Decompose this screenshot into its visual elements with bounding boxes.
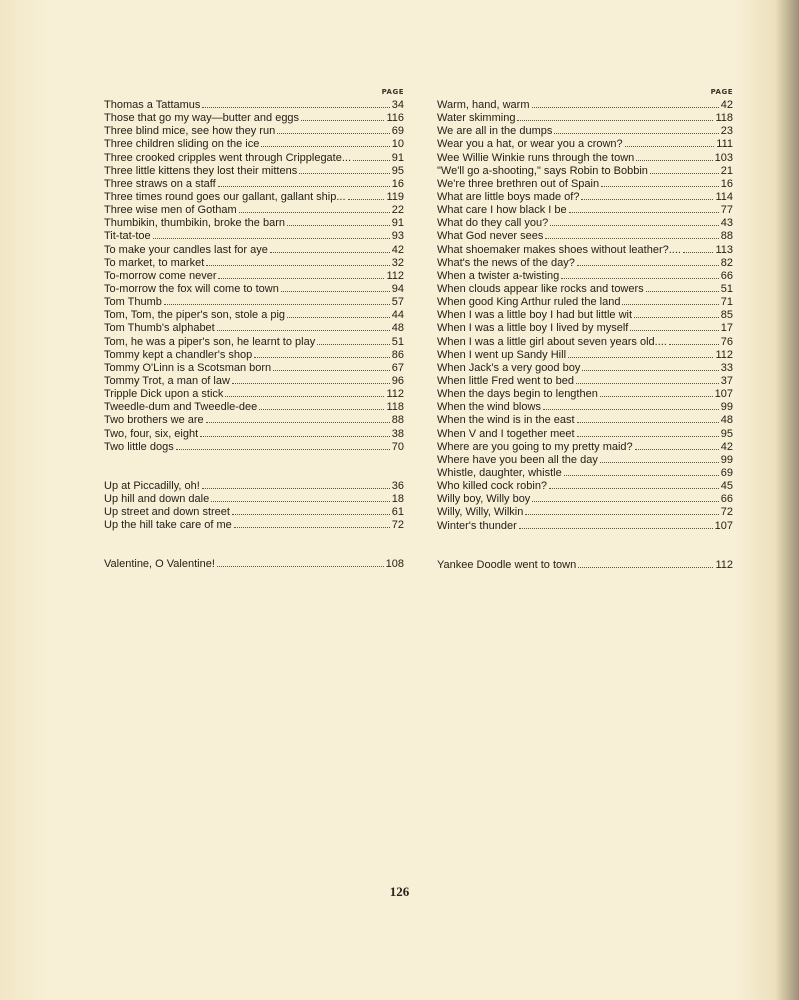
index-entry [437, 217, 733, 230]
index-group-v [104, 558, 404, 571]
entry-title: Valentine, O Valentine! [104, 558, 215, 571]
dot-leader [532, 107, 719, 108]
entry-page-number: 51 [391, 335, 404, 348]
dot-leader [581, 199, 713, 200]
entry-title: We are all in the dumps [437, 125, 553, 138]
entry-title: When I was a little boy I lived by myself [437, 322, 629, 335]
dot-leader [622, 304, 718, 305]
entry-page-number: 42 [391, 243, 404, 256]
index-entry [104, 349, 404, 362]
index-entry [437, 191, 733, 204]
entry-title: Tweedle-dum and Tweedle-dee [104, 401, 258, 414]
index-entry [437, 152, 733, 165]
index-entry [104, 191, 404, 204]
dot-leader [582, 370, 718, 371]
entry-page-number: 107 [714, 388, 733, 401]
index-entry [104, 558, 404, 571]
entry-page-number: 48 [720, 414, 733, 427]
index-entry [104, 388, 404, 401]
entry-title: When I was a little boy I had but little wit [437, 309, 633, 322]
dot-leader [211, 501, 390, 502]
entry-page-number: 76 [720, 335, 733, 348]
dot-leader [353, 160, 390, 161]
index-entry [437, 99, 733, 112]
entry-page-number: 36 [391, 479, 404, 492]
dot-leader [569, 212, 719, 213]
entry-title: When good King Arthur ruled the land [437, 296, 621, 309]
entry-page-number: 93 [391, 230, 404, 243]
entry-title: When the wind is in the east [437, 414, 575, 427]
entry-page-number: 112 [386, 269, 404, 282]
entry-page-number: 118 [715, 112, 733, 125]
index-entry [104, 152, 404, 165]
entry-title: Water skimming [437, 112, 516, 125]
index-entry [437, 125, 733, 138]
entry-title: Three blind mice, see how they run [104, 125, 276, 138]
entry-title: What care I how black I be [437, 204, 567, 217]
dot-leader [669, 344, 719, 345]
entry-title: Where are you going to my pretty maid? [437, 440, 633, 453]
dot-leader [646, 291, 719, 292]
entry-page-number: 38 [391, 427, 404, 440]
entry-page-number: 70 [391, 440, 404, 453]
dot-leader [636, 160, 712, 161]
entry-page-number: 21 [720, 164, 733, 177]
index-entry [437, 375, 733, 388]
entry-page-number: 22 [391, 204, 404, 217]
dot-leader [217, 566, 384, 567]
entry-page-number: 85 [720, 309, 733, 322]
entry-title: Willy boy, Willy boy [437, 493, 531, 506]
entry-page-number: 18 [391, 492, 404, 505]
dot-leader [232, 514, 390, 515]
entry-title: What's the news of the day? [437, 256, 575, 269]
entry-title: Tom Thumb's alphabet [104, 322, 215, 335]
index-entry [104, 428, 404, 441]
entry-title: Tom, he was a piper's son, he learnt to play [104, 335, 316, 348]
entry-page-number: 23 [720, 125, 733, 138]
dot-leader [202, 488, 390, 489]
entry-page-number: 118 [386, 401, 404, 414]
entry-page-number: 66 [720, 269, 733, 282]
dot-leader [600, 462, 719, 463]
entry-title: Three little kittens they lost their mittens [104, 164, 298, 177]
dot-leader [270, 252, 390, 253]
index-entry [104, 270, 404, 283]
entry-page-number: 45 [720, 480, 733, 493]
dot-leader [234, 527, 390, 528]
entry-page-number: 95 [391, 164, 404, 177]
index-entry [104, 414, 404, 427]
index-entry [437, 506, 733, 519]
entry-title: Up the hill take care of me [104, 519, 232, 532]
dot-leader [554, 133, 718, 134]
entry-page-number: 114 [715, 190, 733, 203]
dot-leader [625, 146, 715, 147]
entry-page-number: 112 [715, 348, 733, 361]
index-entry [104, 165, 404, 178]
index-entry [437, 480, 733, 493]
entry-title: What do they call you? [437, 217, 549, 230]
index-entry [437, 349, 733, 362]
index-group-t [104, 99, 404, 454]
dot-leader [287, 225, 390, 226]
index-entry [104, 309, 404, 322]
index-entry [437, 336, 733, 349]
group-spacer [104, 454, 404, 480]
entry-title: Tit-tat-toe [104, 230, 151, 243]
entry-title: Winter's thunder [437, 519, 517, 532]
index-entry [104, 125, 404, 138]
entry-page-number: 119 [386, 190, 404, 203]
entry-title: "We'll go a-shooting," says Robin to Bobbin [437, 164, 648, 177]
right-index-column [437, 88, 733, 572]
entry-title: To-morrow come never [104, 269, 217, 282]
index-entry [437, 204, 733, 217]
entry-title: Tommy O'Linn is a Scotsman born [104, 361, 272, 374]
dot-leader [273, 370, 390, 371]
index-entry [437, 322, 733, 335]
entry-title: Up street and down street [104, 506, 230, 519]
entry-page-number: 108 [385, 558, 404, 571]
page-column-header: PAGE [381, 88, 404, 96]
entry-title: What God never sees [437, 230, 544, 243]
dot-leader [202, 107, 389, 108]
entry-page-number: 112 [715, 558, 733, 571]
entry-title: Wear you a hat, or wear you a crown? [437, 138, 623, 151]
entry-page-number: 112 [386, 388, 404, 401]
index-entry [437, 414, 733, 427]
entry-title: Tom Thumb [104, 296, 162, 309]
entry-title: Three children sliding on the ice [104, 138, 260, 151]
entry-page-number: 94 [391, 282, 404, 295]
dot-leader [232, 383, 390, 384]
dot-leader [259, 409, 384, 410]
entry-page-number: 72 [391, 519, 404, 532]
index-entry [104, 204, 404, 217]
dot-leader [634, 317, 719, 318]
page-number: 126 [389, 884, 410, 899]
entry-title: Tom, Tom, the piper's son, stole a pig [104, 309, 286, 322]
left-index-column [104, 88, 404, 572]
index-entry [104, 217, 404, 230]
dot-leader [217, 330, 390, 331]
entry-page-number: 82 [720, 256, 733, 269]
index-entry [437, 178, 733, 191]
index-entry [437, 230, 733, 243]
entry-title: Willy, Willy, Wilkin [437, 506, 524, 519]
entry-title: Two, four, six, eight [104, 427, 199, 440]
entry-title: When clouds appear like rocks and towers [437, 282, 644, 295]
index-entry [104, 519, 404, 532]
dot-leader [517, 120, 713, 121]
index-entry [437, 138, 733, 151]
index-entry [437, 270, 733, 283]
entry-page-number: 16 [391, 177, 404, 190]
entry-page-number: 91 [391, 217, 404, 230]
dot-leader [261, 146, 389, 147]
index-entry [104, 257, 404, 270]
entry-page-number: 69 [720, 466, 733, 479]
dot-leader [576, 383, 719, 384]
entry-title: When Jack's a very good boy [437, 361, 581, 374]
entry-page-number: 16 [720, 177, 733, 190]
entry-title: Two brothers we are [104, 414, 204, 427]
index-entry [104, 244, 404, 257]
entry-title: Three wise men of Gotham [104, 204, 237, 217]
dot-leader [153, 238, 390, 239]
entry-title: When little Fred went to bed [437, 374, 574, 387]
index-entry [437, 362, 733, 375]
entry-page-number: 42 [720, 99, 733, 111]
dot-leader [577, 422, 719, 423]
entry-title: When I went up Sandy Hill [437, 348, 567, 361]
dot-leader [600, 396, 713, 397]
entry-page-number: 51 [720, 282, 733, 295]
dot-leader [287, 317, 390, 318]
index-entry [104, 480, 404, 493]
index-entry [104, 112, 404, 125]
index-entry [104, 336, 404, 349]
index-group-w [437, 99, 733, 533]
index-entry [104, 506, 404, 519]
entry-title: Thumbikin, thumbikin, broke the barn [104, 217, 285, 230]
entry-title: To-morrow the fox will come to town [104, 282, 279, 295]
index-entry [104, 493, 404, 506]
dot-leader [601, 186, 719, 187]
entry-title: We're three brethren out of Spain [437, 177, 600, 190]
dot-leader [578, 567, 713, 568]
entry-page-number: 95 [720, 427, 733, 440]
dot-leader [281, 291, 390, 292]
index-entry [104, 362, 404, 375]
dot-leader [317, 344, 390, 345]
index-entry [437, 283, 733, 296]
entry-title: Tripple Dick upon a stick [104, 388, 224, 401]
entry-page-number: 113 [715, 243, 733, 256]
index-entry [104, 296, 404, 309]
dot-leader [545, 238, 718, 239]
entry-page-number: 67 [391, 361, 404, 374]
dot-leader [206, 422, 390, 423]
dot-leader [239, 212, 390, 213]
index-entry [437, 493, 733, 506]
group-spacer [437, 533, 733, 559]
entry-title: Who killed cock robin? [437, 480, 548, 493]
entry-title: When the days begin to lengthen [437, 388, 598, 401]
entry-page-number: 61 [391, 506, 404, 519]
entry-page-number: 116 [386, 112, 404, 125]
page-column-header: PAGE [710, 88, 733, 96]
index-entry [437, 401, 733, 414]
entry-title: Thomas a Tattamus [104, 99, 201, 111]
entry-page-number: 111 [716, 138, 733, 151]
entry-page-number: 88 [391, 414, 404, 427]
dot-leader [301, 120, 384, 121]
dot-leader [299, 173, 390, 174]
entry-title: Three times round goes our gallant, gallant ship... [104, 190, 346, 203]
entry-title: To market, to market [104, 256, 205, 269]
entry-title: When the wind blows [437, 401, 541, 414]
entry-page-number: 88 [720, 230, 733, 243]
index-entry [437, 520, 733, 533]
index-entry [437, 559, 733, 572]
dot-leader [630, 330, 718, 331]
dot-leader [561, 278, 718, 279]
dot-leader [218, 278, 384, 279]
index-entry [104, 401, 404, 414]
group-spacer [104, 532, 404, 558]
entry-page-number: 34 [391, 99, 404, 111]
entry-title: Warm, hand, warm [437, 99, 530, 111]
dot-leader [525, 514, 718, 515]
entry-title: Three straws on a staff [104, 177, 216, 190]
entry-page-number: 44 [391, 309, 404, 322]
index-entry [437, 296, 733, 309]
entry-title: When V and I together meet [437, 427, 575, 440]
index-entry [104, 375, 404, 388]
index-entry [104, 283, 404, 296]
entry-title: When a twister a-twisting [437, 269, 560, 282]
dot-leader [225, 396, 384, 397]
index-entry [437, 165, 733, 178]
entry-page-number: 69 [391, 125, 404, 138]
dot-leader [568, 357, 713, 358]
index-entry [437, 112, 733, 125]
entry-page-number: 32 [391, 256, 404, 269]
entry-page-number: 71 [720, 296, 733, 309]
index-entry [437, 257, 733, 270]
dot-leader [206, 265, 389, 266]
entry-title: Yankee Doodle went to town [437, 558, 577, 571]
entry-page-number: 57 [391, 296, 404, 309]
dot-leader [218, 186, 390, 187]
entry-page-number: 99 [720, 401, 733, 414]
entry-title: Where have you been all the day [437, 453, 598, 466]
entry-title: Wee Willie Winkie runs through the town [437, 151, 635, 164]
index-entry [104, 230, 404, 243]
entry-page-number: 10 [391, 138, 404, 151]
entry-page-number: 72 [720, 506, 733, 519]
entry-title: Two little dogs [104, 440, 174, 453]
index-entry [437, 467, 733, 480]
dot-leader [549, 488, 719, 489]
index-entry [437, 454, 733, 467]
dot-leader [550, 225, 718, 226]
entry-page-number: 37 [720, 374, 733, 387]
index-entry [104, 178, 404, 191]
entry-title: Whistle, daughter, whistle [437, 466, 562, 479]
entry-page-number: 43 [720, 217, 733, 230]
entry-page-number: 77 [720, 204, 733, 217]
index-group-y [437, 559, 733, 572]
dot-leader [577, 436, 719, 437]
entry-title: What shoemaker makes shoes without leather?.... [437, 243, 681, 256]
entry-page-number: 86 [391, 348, 404, 361]
entry-title: Up hill and down dale [104, 492, 210, 505]
index-group-u [104, 480, 404, 533]
entry-page-number: 17 [720, 322, 733, 335]
entry-title: Those that go my way—butter and eggs [104, 112, 300, 125]
dot-leader [683, 252, 714, 253]
dot-leader [348, 199, 385, 200]
dot-leader [176, 449, 390, 450]
entry-page-number: 66 [720, 493, 733, 506]
entry-page-number: 99 [720, 453, 733, 466]
dot-leader [519, 528, 713, 529]
dot-leader [650, 173, 719, 174]
index-entry [437, 428, 733, 441]
entry-page-number: 103 [714, 151, 733, 164]
dot-leader [164, 304, 390, 305]
entry-page-number: 48 [391, 322, 404, 335]
entry-page-number: 91 [391, 151, 404, 164]
dot-leader [577, 265, 719, 266]
entry-title: Up at Piccadilly, oh! [104, 479, 200, 492]
index-entry [104, 441, 404, 454]
entry-page-number: 33 [720, 361, 733, 374]
index-entry [437, 309, 733, 322]
dot-leader [532, 501, 718, 502]
index-entry [104, 99, 404, 112]
index-entry [437, 441, 733, 454]
dot-leader [635, 449, 719, 450]
index-entry [437, 388, 733, 401]
dot-leader [254, 357, 390, 358]
index-entry [104, 138, 404, 151]
dot-leader [564, 475, 719, 476]
index-entry [437, 244, 733, 257]
entry-page-number: 96 [391, 374, 404, 387]
index-entry [104, 322, 404, 335]
entry-title: Three crooked cripples went through Cripplegate... [104, 151, 352, 164]
entry-page-number: 107 [714, 519, 733, 532]
dot-leader [277, 133, 390, 134]
entry-title: Tommy Trot, a man of law [104, 374, 230, 387]
entry-title: What are little boys made of? [437, 190, 580, 203]
dot-leader [543, 409, 719, 410]
dot-leader [200, 436, 390, 437]
entry-title: When I was a little girl about seven years old.... [437, 335, 667, 348]
entry-page-number: 42 [720, 440, 733, 453]
entry-title: To make your candles last for aye [104, 243, 268, 256]
entry-title: Tommy kept a chandler's shop [104, 348, 253, 361]
